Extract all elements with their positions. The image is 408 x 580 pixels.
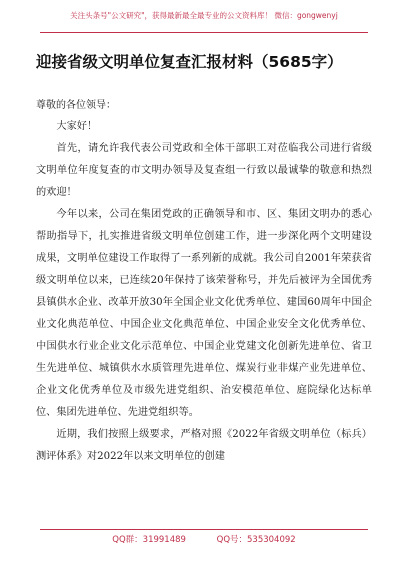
document-body [36,116,372,468]
footer-divider [40,529,368,530]
document-title: 迎接省级文明单位复查汇报材料（5685字） [36,53,343,71]
header-divider [40,32,368,33]
greeting: 尊敬的各位领导： [36,100,116,111]
paragraph: 近期，我们按照上级要求，严格对照《2022年省级文明单位（标兵）测评体系》对2022年以来文明单位的创建 [36,429,372,462]
paragraph: 今年以来，公司在集团党政的正确领导和市、区、集团文明办的悉心帮助指导下，扎实推进省级文明单位创建工作，进一步深化两个文明建设成果，文明单位建设工作取得了一系列新的成就。我公司自2001年荣获省级文明单位以来，已连续20年保持了该荣誉称号，并先后被评为全国优秀县镇供水企业、改革开放30年全国企业文化优秀单位、建国60周年中国企业文化典范单位、中国企业文化典范单位、中国企业安全文化优秀单位、中国供水行业企业文化示范单位、中国企业党建文化创新先进单位、省卫生先进单位、城镇供水水质管理先进单位、煤炭行业非煤产业先进单位、企业文化优秀单位及市级先进党组织、治安模范单位、庭院绿化达标单位、集团先进单位、先进党组织等。 [36,209,372,418]
footer [0,533,408,545]
paragraph: 首先，请允许我代表公司党政和全体干部职工对莅临我公司进行省级文明单位年度复查的市文明办领导及复查组一行致以最诚挚的敬意和热烈的欢迎！ [36,143,372,198]
footer-qq-group: QQ群：31991489 [112,535,186,545]
footer-qq-number: QQ号：535304092 [216,535,296,545]
header-banner: 关注头条号"公文研究"，获得最新最全最专业的公文资料库！ 微信：gongwenyj [70,11,338,20]
paragraph: 大家好！ [56,121,98,132]
